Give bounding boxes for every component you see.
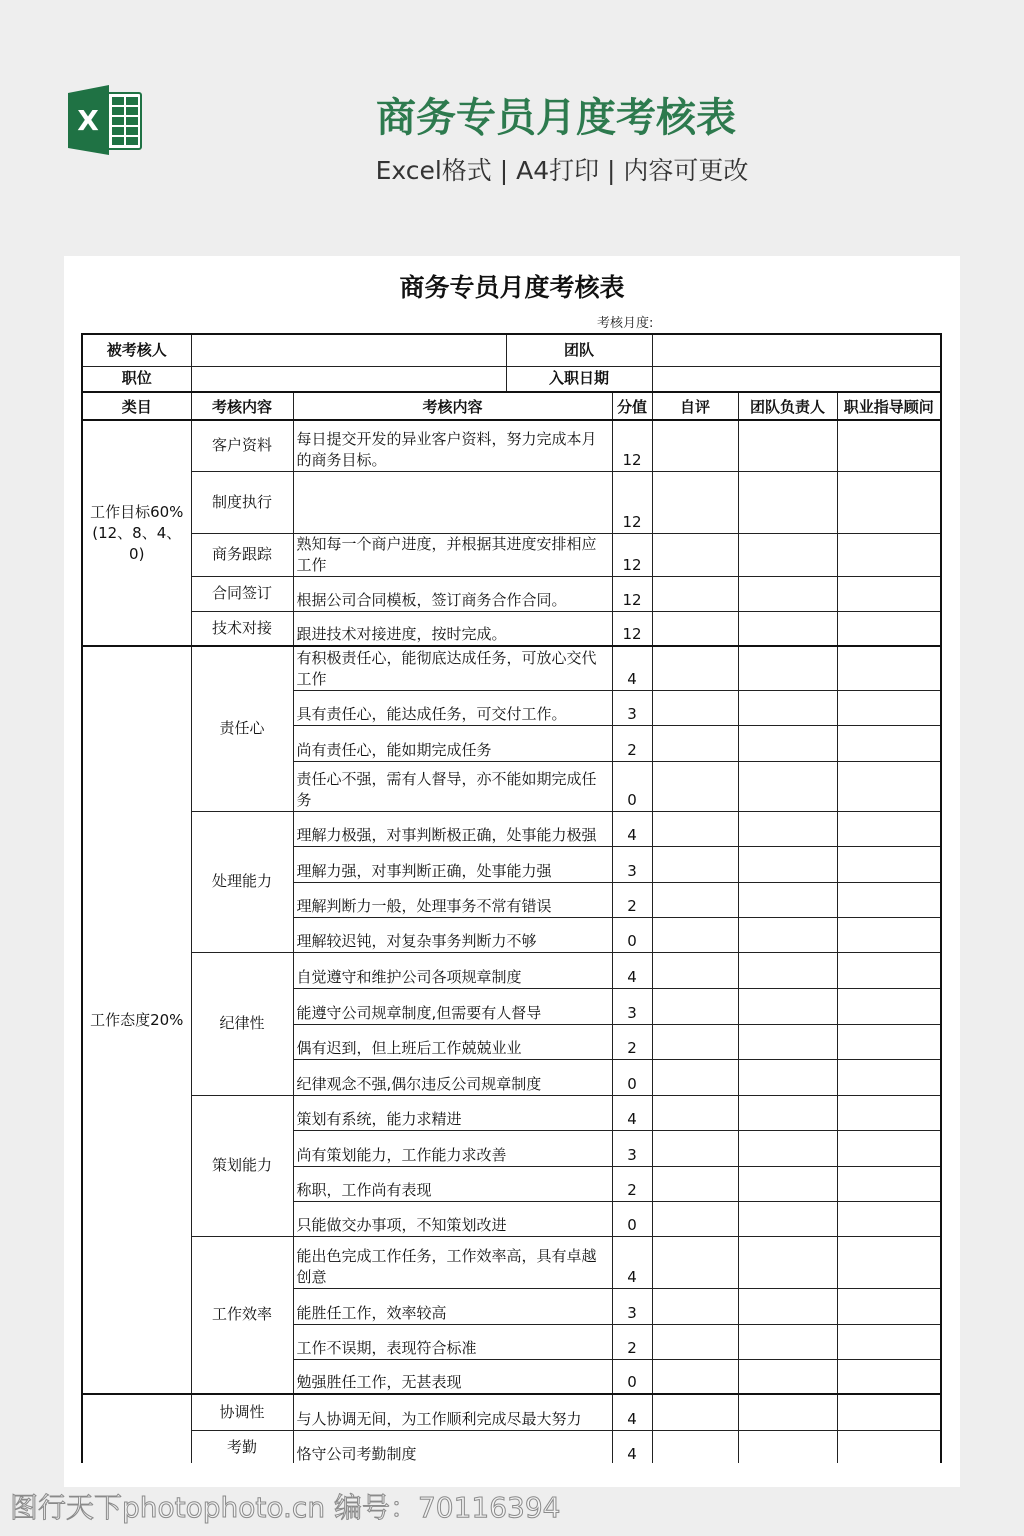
team-lead-rating-cell[interactable]: [738, 917, 837, 952]
career-advisor-rating-cell[interactable]: [837, 1024, 941, 1059]
self-rating-cell[interactable]: [652, 952, 738, 988]
header-row: [82, 392, 941, 420]
career-advisor-rating-cell[interactable]: [837, 988, 941, 1024]
team-lead-rating-cell[interactable]: [738, 988, 837, 1024]
self-rating-cell[interactable]: [652, 1394, 738, 1430]
career-advisor-rating-cell[interactable]: [837, 882, 941, 917]
self-rating-cell[interactable]: [652, 611, 738, 646]
career-advisor-rating-cell[interactable]: [837, 761, 941, 811]
team-lead-rating-cell[interactable]: [738, 576, 837, 611]
column-header-career-advisor: 职业指导顾问: [837, 392, 941, 420]
column-header-score: 分值: [612, 392, 652, 420]
hero-subtitle: Excel格式 | A4打印 | 内容可更改: [375, 156, 749, 185]
team-lead-rating-cell[interactable]: [738, 1359, 837, 1394]
team-lead-rating-cell[interactable]: [738, 1288, 837, 1324]
team-lead-rating-cell[interactable]: [738, 1130, 837, 1166]
score-cell: 0: [612, 917, 652, 952]
excel-icon-letter: X: [77, 104, 99, 137]
criteria-cell: 称职，工作尚有表现: [293, 1166, 612, 1201]
watermark-text: 图行天下photophoto.cn 编号：70116394: [10, 1491, 561, 1524]
team-lead-rating-cell[interactable]: [738, 1024, 837, 1059]
team-lead-rating-cell[interactable]: [738, 1201, 837, 1236]
item-name-cell: 合同签订: [191, 576, 293, 611]
self-rating-cell[interactable]: [652, 1166, 738, 1201]
criteria-cell: 与人协调无间，为工作顺利完成尽最大努力: [293, 1394, 612, 1430]
team-lead-rating-cell[interactable]: [738, 611, 837, 646]
team-label: 团队: [506, 334, 652, 366]
criteria-cell: 能遵守公司规章制度,但需要有人督导: [293, 988, 612, 1024]
career-advisor-rating-cell[interactable]: [837, 1236, 941, 1288]
category-cell: 工作态度20%: [82, 646, 191, 1394]
team-lead-rating-cell[interactable]: [738, 952, 837, 988]
score-cell: 2: [612, 725, 652, 761]
team-lead-rating-cell[interactable]: [738, 761, 837, 811]
self-rating-cell[interactable]: [652, 576, 738, 611]
criteria-cell: 偶有迟到，但上班后工作兢兢业业: [293, 1024, 612, 1059]
item-name-cell: 商务跟踪: [191, 533, 293, 576]
team-lead-rating-cell[interactable]: [738, 646, 837, 690]
self-rating-cell[interactable]: [652, 1324, 738, 1359]
hire-date-label: 入职日期: [506, 366, 652, 392]
score-cell: 12: [612, 611, 652, 646]
self-rating-cell[interactable]: [652, 846, 738, 882]
career-advisor-rating-cell[interactable]: [837, 917, 941, 952]
self-rating-cell[interactable]: [652, 1059, 738, 1095]
category-cell: 工作目标60%(12、8、4、0): [82, 420, 191, 646]
criteria-cell: 跟进技术对接进度，按时完成。: [293, 611, 612, 646]
score-cell: 0: [612, 1201, 652, 1236]
table-row: [82, 576, 941, 611]
self-rating-cell[interactable]: [652, 1288, 738, 1324]
score-cell: 4: [612, 952, 652, 988]
self-rating-cell[interactable]: [652, 882, 738, 917]
career-advisor-rating-cell[interactable]: [837, 1359, 941, 1394]
career-advisor-rating-cell[interactable]: [837, 725, 941, 761]
criteria-cell: 理解判断力一般，处理事务不常有错误: [293, 882, 612, 917]
career-advisor-rating-cell[interactable]: [837, 1059, 941, 1095]
score-cell: 3: [612, 690, 652, 725]
score-cell: 2: [612, 1024, 652, 1059]
score-cell: 3: [612, 846, 652, 882]
team-lead-rating-cell[interactable]: [738, 1430, 837, 1463]
item-name-cell: 责任心: [191, 646, 293, 811]
career-advisor-rating-cell[interactable]: [837, 1324, 941, 1359]
self-rating-cell[interactable]: [652, 471, 738, 533]
criteria-cell: 每日提交开发的异业客户资料，努力完成本月的商务目标。: [293, 420, 612, 471]
sheet-title: 商务专员月度考核表: [399, 273, 625, 302]
score-cell: 3: [612, 988, 652, 1024]
team-lead-rating-cell[interactable]: [738, 725, 837, 761]
career-advisor-rating-cell[interactable]: [837, 1430, 941, 1463]
criteria-cell: 熟知每一个商户进度，并根据其进度安排相应工作: [293, 533, 612, 576]
self-rating-cell[interactable]: [652, 646, 738, 690]
score-cell: 3: [612, 1130, 652, 1166]
hero-title: 商务专员月度考核表: [376, 95, 736, 141]
item-name-cell: 处理能力: [191, 811, 293, 952]
team-lead-rating-cell[interactable]: [738, 420, 837, 471]
team-lead-rating-cell[interactable]: [738, 1324, 837, 1359]
score-cell: 4: [612, 1095, 652, 1130]
career-advisor-rating-cell[interactable]: [837, 846, 941, 882]
table-row: [82, 533, 941, 576]
score-cell: 12: [612, 471, 652, 533]
career-advisor-rating-cell[interactable]: [837, 646, 941, 690]
score-cell: 12: [612, 576, 652, 611]
self-rating-cell[interactable]: [652, 725, 738, 761]
self-rating-cell[interactable]: [652, 917, 738, 952]
self-rating-cell[interactable]: [652, 1236, 738, 1288]
table-row: [82, 646, 941, 690]
team-lead-rating-cell[interactable]: [738, 811, 837, 846]
table-row: [82, 471, 941, 533]
team-lead-rating-cell[interactable]: [738, 846, 837, 882]
sheet-paper: [64, 256, 960, 1487]
position-input[interactable]: [191, 366, 506, 392]
criteria-cell: 根据公司合同模板，签订商务合作合同。: [293, 576, 612, 611]
career-advisor-rating-cell[interactable]: [837, 811, 941, 846]
criteria-cell: 恪守公司考勤制度: [293, 1430, 612, 1463]
score-cell: 4: [612, 646, 652, 690]
column-header-self-rating: 自评: [652, 392, 738, 420]
self-rating-cell[interactable]: [652, 1201, 738, 1236]
self-rating-cell[interactable]: [652, 1430, 738, 1463]
self-rating-cell[interactable]: [652, 533, 738, 576]
table-row: [82, 1430, 941, 1463]
self-rating-cell[interactable]: [652, 761, 738, 811]
career-advisor-rating-cell[interactable]: [837, 611, 941, 646]
self-rating-cell[interactable]: [652, 1359, 738, 1394]
column-header-content: 考核内容: [293, 392, 612, 420]
column-header-team-lead: 团队负责人: [738, 392, 837, 420]
excel-icon: [66, 84, 146, 160]
item-name-cell: 纪律性: [191, 952, 293, 1095]
score-cell: 0: [612, 761, 652, 811]
criteria-cell: 尚有策划能力，工作能力求改善: [293, 1130, 612, 1166]
criteria-cell: 理解力强，对事判断正确，处事能力强: [293, 846, 612, 882]
career-advisor-rating-cell[interactable]: [837, 1095, 941, 1130]
career-advisor-rating-cell[interactable]: [837, 952, 941, 988]
career-advisor-rating-cell[interactable]: [837, 420, 941, 471]
score-cell: 2: [612, 1166, 652, 1201]
team-lead-rating-cell[interactable]: [738, 1166, 837, 1201]
criteria-cell: 理解力极强，对事判断极正确，处事能力极强: [293, 811, 612, 846]
criteria-cell: [293, 471, 612, 533]
item-name-cell: 技术对接: [191, 611, 293, 646]
item-name-cell: 工作效率: [191, 1236, 293, 1394]
info-row: [82, 366, 941, 392]
criteria-cell: 责任心不强，需有人督导，亦不能如期完成任务: [293, 761, 612, 811]
self-rating-cell[interactable]: [652, 420, 738, 471]
assessment-table-viewport: [81, 333, 945, 1463]
self-rating-cell[interactable]: [652, 811, 738, 846]
score-cell: 0: [612, 1059, 652, 1095]
table-row: [82, 811, 941, 846]
team-lead-rating-cell[interactable]: [738, 471, 837, 533]
criteria-cell: 理解较迟钝，对复杂事务判断力不够: [293, 917, 612, 952]
score-cell: 4: [612, 1236, 652, 1288]
criteria-cell: 工作不误期，表现符合标准: [293, 1324, 612, 1359]
criteria-cell: 纪律观念不强,偶尔违反公司规章制度: [293, 1059, 612, 1095]
self-rating-cell[interactable]: [652, 988, 738, 1024]
table-row: [82, 1236, 941, 1288]
criteria-cell: 勉强胜任工作，无甚表现: [293, 1359, 612, 1394]
assessment-table: [81, 333, 942, 1463]
item-name-cell: 制度执行: [191, 471, 293, 533]
score-cell: 4: [612, 1430, 652, 1463]
criteria-cell: 有积极责任心，能彻底达成任务，可放心交代工作: [293, 646, 612, 690]
criteria-cell: 策划有系统，能力求精进: [293, 1095, 612, 1130]
position-label: 职位: [82, 366, 191, 392]
hire-date-input[interactable]: [652, 366, 941, 392]
employee-label: 被考核人: [82, 334, 191, 366]
table-row: [82, 952, 941, 988]
career-advisor-rating-cell[interactable]: [837, 1201, 941, 1236]
score-cell: 2: [612, 1324, 652, 1359]
team-lead-rating-cell[interactable]: [738, 882, 837, 917]
team-lead-rating-cell[interactable]: [738, 690, 837, 725]
table-row: [82, 420, 941, 471]
team-lead-rating-cell[interactable]: [738, 1236, 837, 1288]
item-name-cell: 策划能力: [191, 1095, 293, 1236]
team-lead-rating-cell[interactable]: [738, 1394, 837, 1430]
item-name-cell: 协调性: [191, 1394, 293, 1430]
item-name-cell: 考勤: [191, 1430, 293, 1463]
career-advisor-rating-cell[interactable]: [837, 576, 941, 611]
career-advisor-rating-cell[interactable]: [837, 471, 941, 533]
career-advisor-rating-cell[interactable]: [837, 1394, 941, 1430]
score-cell: 2: [612, 882, 652, 917]
team-lead-rating-cell[interactable]: [738, 1095, 837, 1130]
criteria-cell: 具有责任心，能达成任务，可交付工作。: [293, 690, 612, 725]
table-row: [82, 1095, 941, 1130]
criteria-cell: 自觉遵守和维护公司各项规章制度: [293, 952, 612, 988]
self-rating-cell[interactable]: [652, 1024, 738, 1059]
table-row: [82, 611, 941, 646]
table-row: [82, 1394, 941, 1430]
category-cell: [82, 1394, 191, 1463]
career-advisor-rating-cell[interactable]: [837, 1288, 941, 1324]
team-lead-rating-cell[interactable]: [738, 1059, 837, 1095]
criteria-cell: 只能做交办事项，不知策划改进: [293, 1201, 612, 1236]
self-rating-cell[interactable]: [652, 1095, 738, 1130]
item-name-cell: 客户资料: [191, 420, 293, 471]
career-advisor-rating-cell[interactable]: [837, 533, 941, 576]
score-cell: 12: [612, 420, 652, 471]
assessment-month-label: 考核月度:: [597, 316, 654, 331]
criteria-cell: 能胜任工作，效率较高: [293, 1288, 612, 1324]
score-cell: 12: [612, 533, 652, 576]
column-header-category: 类目: [82, 392, 191, 420]
score-cell: 4: [612, 1394, 652, 1430]
team-lead-rating-cell[interactable]: [738, 533, 837, 576]
score-cell: 0: [612, 1359, 652, 1394]
career-advisor-rating-cell[interactable]: [837, 1166, 941, 1201]
self-rating-cell[interactable]: [652, 690, 738, 725]
career-advisor-rating-cell[interactable]: [837, 1130, 941, 1166]
column-header-item: 考核内容: [191, 392, 293, 420]
self-rating-cell[interactable]: [652, 1130, 738, 1166]
info-row: [82, 334, 941, 366]
employee-input[interactable]: [191, 334, 506, 366]
criteria-cell: 能出色完成工作任务，工作效率高，具有卓越创意: [293, 1236, 612, 1288]
score-cell: 4: [612, 811, 652, 846]
score-cell: 3: [612, 1288, 652, 1324]
career-advisor-rating-cell[interactable]: [837, 690, 941, 725]
team-input[interactable]: [652, 334, 941, 366]
criteria-cell: 尚有责任心，能如期完成任务: [293, 725, 612, 761]
